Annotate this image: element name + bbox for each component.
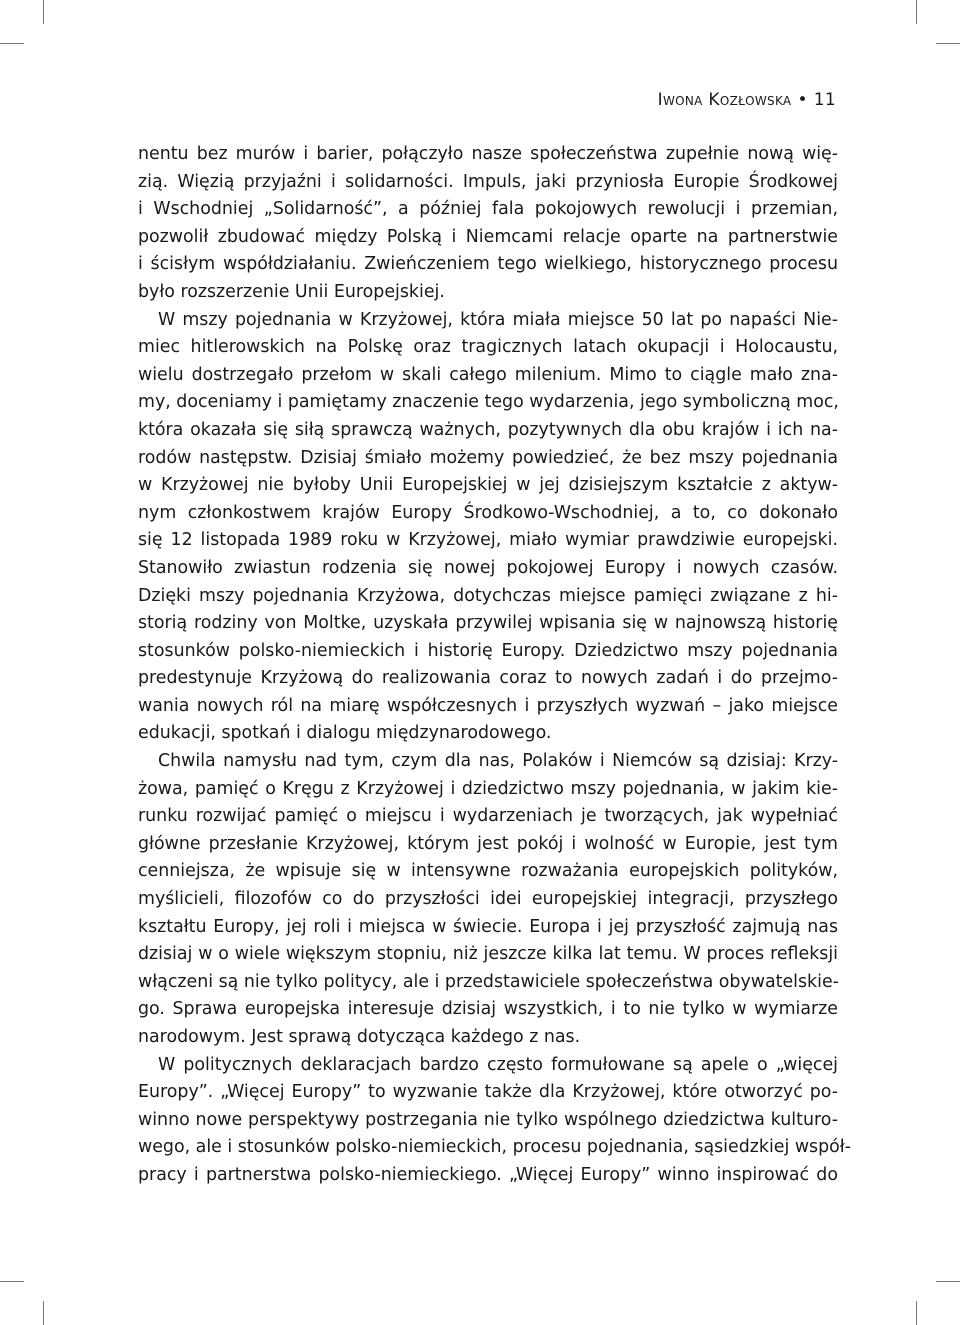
text-line: storią rodziny von Moltke, uzyskała przywilej wpisania się w najnowszą historię (138, 613, 838, 634)
running-head-separator: • (797, 90, 808, 110)
body-text (138, 141, 852, 1190)
text-line: predestynuje Krzyżową do realizowania coraz to nowych zadań i do przejmo- (138, 668, 838, 689)
text-line: żowa, pamięć o Kręgu z Krzyżowej i dziedzictwo mszy pojednania, w jakim kie- (138, 778, 838, 799)
text-line: było rozszerzenie Unii Europejskiej. (138, 281, 445, 302)
text-line: dzisiaj w o wiele większym stopniu, niż jeszcze kilka lat temu. W proces refleksji (138, 944, 838, 965)
text-line: W politycznych deklaracjach bardzo często formułowane są apele o „więcej (158, 1054, 838, 1075)
text-line: pozwolił zbudować między Polską i Niemcami relacje oparte na partnerstwie (138, 226, 838, 247)
text-line: kształtu Europy, jej roli i miejsca w świecie. Europa i jej przyszłość zajmują nas (138, 916, 838, 937)
running-head-author: Iwona Kozłowska (657, 90, 792, 110)
crop-mark-bottom-left-horizontal (0, 1281, 24, 1282)
paragraph (138, 1052, 852, 1190)
text-line: runku rozwijać pamięć o miejscu i wydarzeniach je tworzących, jak wypełniać (138, 806, 838, 827)
text-line: stosunków polsko-niemieckich i historię Europy. Dziedzictwo mszy pojednania (138, 640, 838, 661)
crop-mark-top-left-horizontal (0, 43, 24, 44)
text-line: edukacji, spotkań i dialogu międzynarodowego. (138, 723, 552, 744)
text-line: winno nowe perspektywy postrzegania nie tylko wspólnego dziedzictwa kulturo- (138, 1109, 838, 1130)
crop-mark-bottom-right-horizontal (936, 1281, 960, 1282)
text-line: nentu bez murów i barier, połączyło nasze społeczeństwa zupełnie nową wię- (138, 144, 838, 164)
text-line: wielu dostrzegało przełom w skali całego milenium. Mimo to ciągle mało zna- (138, 364, 838, 385)
crop-mark-bottom-left-vertical (43, 1301, 44, 1325)
text-line: myślicieli, filozofów co do przyszłości idei europejskiej integracji, przyszłego (138, 889, 838, 910)
text-line: my, doceniamy i pamiętamy znaczenie tego wydarzenia, jego symboliczną moc, (138, 392, 839, 413)
crop-mark-bottom-right-vertical (916, 1301, 917, 1325)
text-line: narodowym. Jest sprawą dotycząca każdego z nas. (138, 1027, 581, 1047)
text-line: w Krzyżowej nie byłoby Unii Europejskiej w jej dzisiejszym kształcie z aktyw- (138, 475, 838, 496)
text-line: i Wschodniej „Solidarność”, a później fala pokojowych rewolucji i przemian, (138, 199, 838, 220)
text-line: W mszy pojednania w Krzyżowej, która miała miejsce 50 lat po napaści Nie- (158, 309, 838, 330)
crop-mark-top-right-horizontal (936, 43, 960, 44)
paragraph (138, 307, 838, 749)
text-line: Stanowiło zwiastun rodzenia się nowej pokojowej Europy i nowych czasów. (138, 557, 838, 578)
text-line: go. Sprawa europejska interesuje dzisiaj wszystkich, i to nie tylko w wymiarze (138, 999, 838, 1020)
text-line: pracy i partnerstwa polsko-niemieckiego. „Więcej Europy” winno inspirować do (138, 1164, 838, 1185)
crop-mark-top-left-vertical (43, 0, 44, 24)
crop-mark-top-right-vertical (916, 0, 917, 24)
text-line: Dzięki mszy pojednania Krzyżowa, dotychczas miejsce pamięci związane z hi- (138, 585, 838, 606)
text-line: główne przesłanie Krzyżowej, którym jest pokój i wolność w Europie, jest tym (138, 833, 838, 854)
text-line: wego, ale i stosunków polsko-niemieckich, procesu pojednania, sąsiedzkiej współ- (138, 1137, 852, 1158)
paragraph (138, 141, 838, 307)
text-line: miec hitlerowskich na Polskę oraz tragicznych latach okupacji i Holocaustu, (138, 337, 838, 358)
text-line: cenniejsza, że wpisuje się w intensywne rozważania europejskich polityków, (138, 861, 838, 882)
text-line: wania nowych ról na miarę współczesnych i przyszłych wyzwań – jako miejsce (138, 695, 838, 716)
text-line: się 12 listopada 1989 roku w Krzyżowej, miało wymiar prawdziwie europejski. (138, 530, 838, 551)
text-line: Europy”. „Więcej Europy” to wyzwanie także dla Krzyżowej, które otworzyć po- (138, 1082, 838, 1103)
text-line: i ścisłym współdziałaniu. Zwieńczeniem tego wielkiego, historycznego procesu (138, 254, 838, 275)
page-number: 11 (813, 90, 836, 110)
text-line: nym członkostwem krajów Europy Środkowo-Wschodniej, a to, co dokonało (138, 502, 838, 523)
paragraph (138, 748, 838, 1052)
text-line: która okazała się siłą sprawczą ważnych, pozytywnych dla obu krajów i ich na- (138, 419, 838, 440)
text-line: rodów następstw. Dzisiaj śmiało możemy powiedzieć, że bez mszy pojednania (138, 447, 838, 468)
running-head (658, 90, 836, 110)
text-line: Chwila namysłu nad tym, czym dla nas, Polaków i Niemców są dzisiaj: Krzy- (158, 751, 838, 772)
text-line: włączeni są nie tylko politycy, ale i przedstawiciele społeczeństwa obywatelskie- (138, 971, 839, 992)
text-line: zią. Więzią przyjaźni i solidarności. Impuls, jaki przyniosła Europie Środkowej (138, 171, 838, 192)
